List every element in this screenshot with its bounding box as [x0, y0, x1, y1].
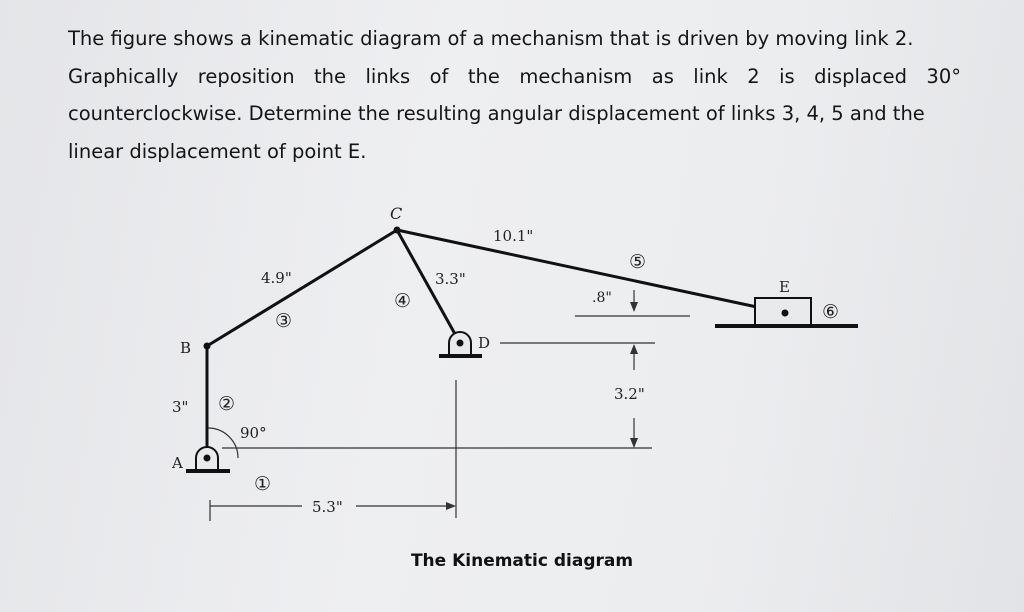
problem-line-1: The figure shows a kinematic diagram of a mechanism that is driven by moving link 2. — [68, 27, 914, 50]
label-d: D — [478, 334, 491, 352]
link-3 — [207, 230, 397, 346]
link-number-5: ⑤ — [629, 251, 647, 273]
link-number-6: ⑥ — [822, 301, 840, 323]
dim-0-8-arrow — [630, 302, 638, 312]
dim-label-link2: 3" — [172, 398, 189, 416]
dim-label-angle-a: 90° — [240, 424, 267, 442]
ground-pivot-a — [186, 447, 230, 471]
dim-label-offset-e: .8" — [592, 290, 612, 306]
label-b: B — [180, 339, 192, 357]
dim-label-height-d: 3.2" — [614, 385, 645, 403]
dim-label-link3: 4.9" — [261, 269, 292, 287]
problem-line-3: counterclockwise. Determine the resulting angular displacement of links 3, 4, 5 and the — [68, 102, 925, 125]
link-number-1: ① — [254, 473, 272, 495]
link-number-3: ③ — [275, 310, 293, 332]
dim-label-horiz-ad: 5.3" — [312, 498, 343, 516]
dim-3-2-arrow-down — [630, 438, 638, 448]
link-number-2: ② — [218, 393, 236, 415]
ground-pivot-d — [439, 332, 482, 356]
link-number-4: ④ — [394, 290, 412, 312]
label-c: C — [390, 204, 403, 223]
dim-arrow-right — [446, 502, 456, 510]
problem-line-4: linear displacement of point E. — [68, 139, 367, 163]
dim-label-link4: 3.3" — [435, 270, 466, 288]
joint-b — [204, 343, 211, 350]
dim-3-2-arrow-up — [630, 344, 638, 354]
joint-c — [394, 227, 401, 234]
label-a: A — [172, 454, 183, 472]
diagram-caption: The Kinematic diagram — [410, 551, 634, 571]
problem-line-2: Graphically reposition the links of the mechanism as link 2 is displaced 30° — [68, 64, 961, 88]
label-e: E — [779, 278, 790, 296]
dim-label-link5: 10.1" — [493, 227, 534, 245]
